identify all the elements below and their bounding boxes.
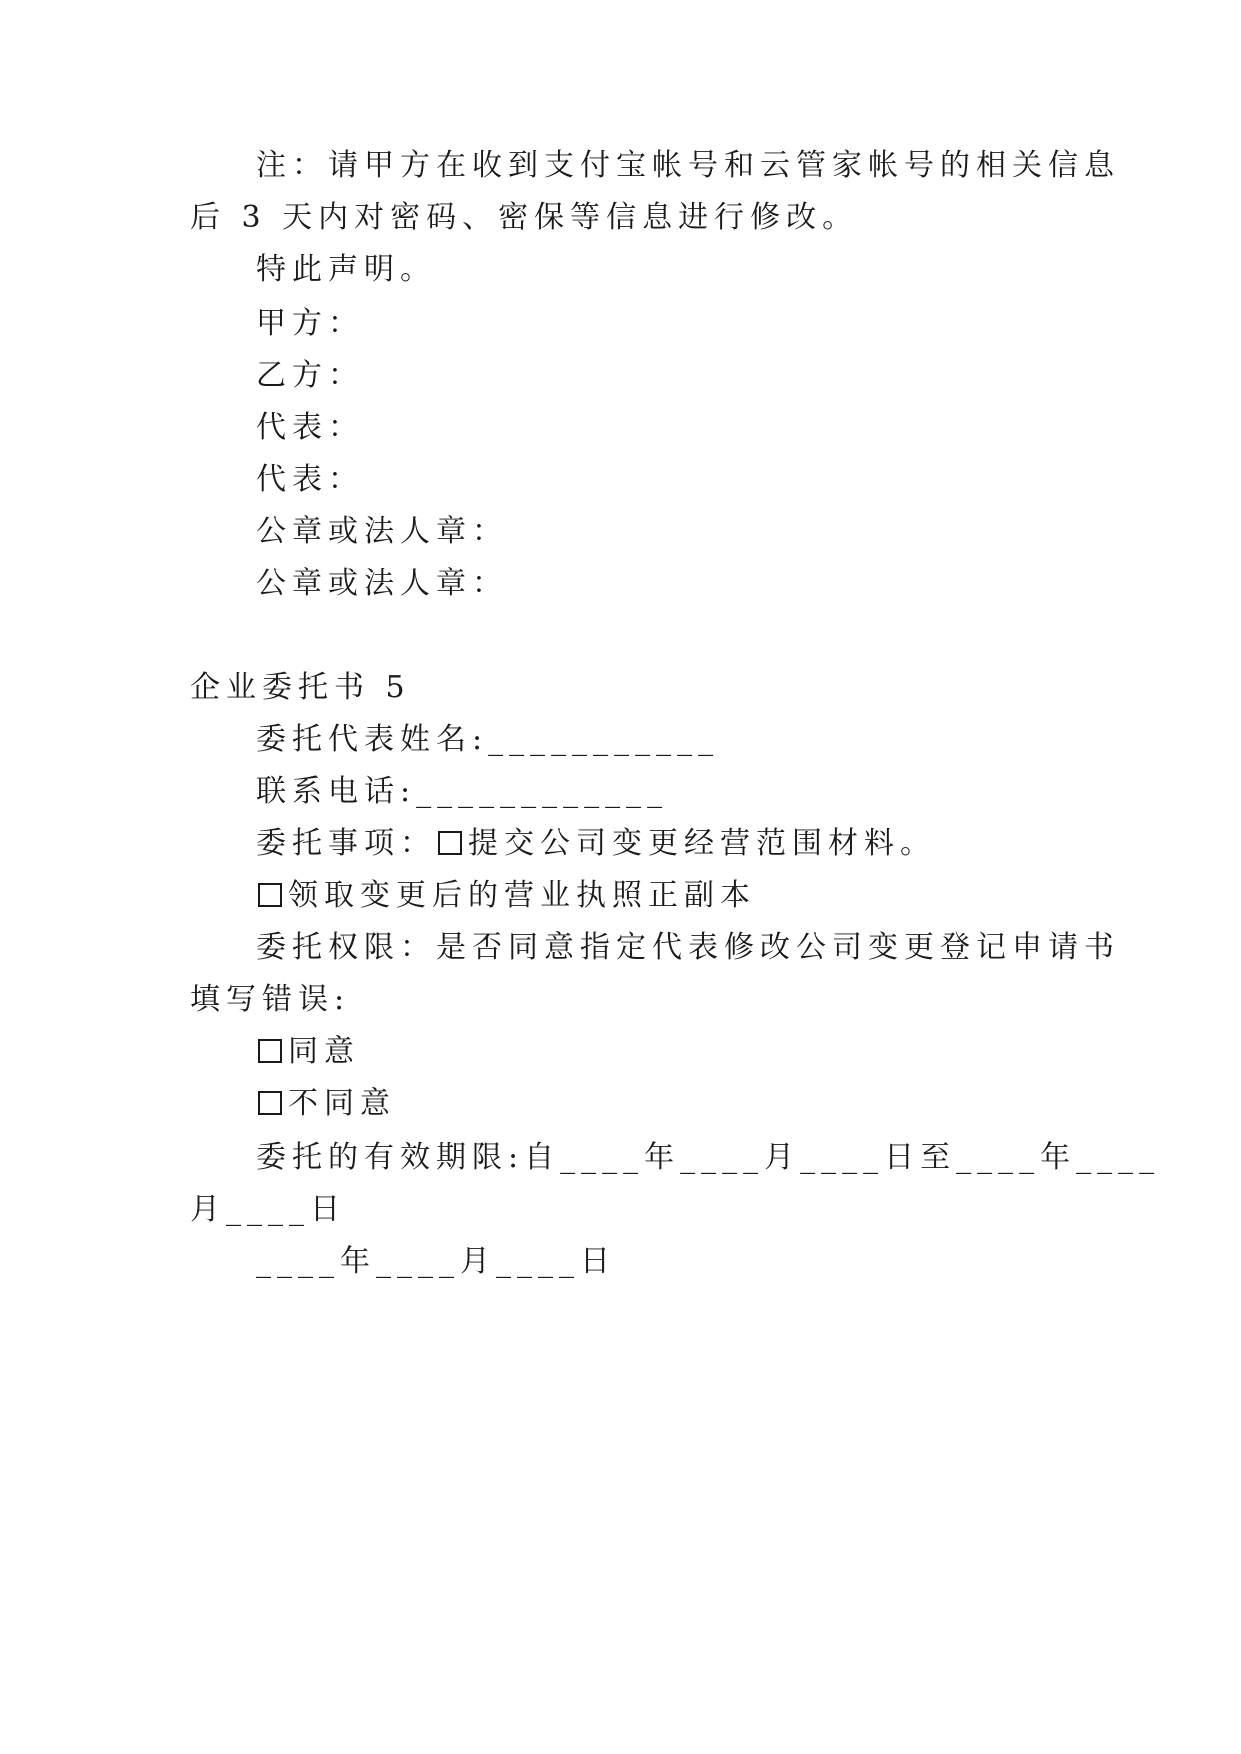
option-agree-label: 同意 — [288, 1034, 360, 1069]
representative-label-1: 代表： — [256, 410, 364, 445]
authority-line-1: 委托权限：是否同意指定代表修改公司变更登记申请书 — [256, 930, 1120, 965]
option-agree — [256, 1032, 360, 1072]
option-disagree — [256, 1084, 396, 1124]
checkbox-icon — [438, 831, 462, 855]
seal-label-2: 公章或法人章： — [256, 566, 508, 601]
validity-line-1: 委托的有效期限:自____年____月____日至____年____ — [256, 1140, 1161, 1175]
section-title: 企业委托书 5 — [190, 670, 411, 705]
rep-name-field: 委托代表姓名:___________ — [256, 722, 720, 757]
representative-label-2: 代表： — [256, 462, 364, 497]
note-line-2: 后 3 天内对密码、密保等信息进行修改。 — [190, 200, 859, 235]
checkbox-icon — [258, 883, 282, 907]
matter-1: 提交公司变更经营范围材料。 — [468, 826, 936, 861]
authority-line-2: 填写错误: — [190, 982, 351, 1017]
party-a-label: 甲方： — [256, 306, 364, 341]
matters-label: 委托事项： — [256, 826, 436, 861]
validity-line-2: 月____日 — [190, 1192, 346, 1227]
matter-2: 领取变更后的营业执照正副本 — [288, 878, 756, 913]
option-disagree-label: 不同意 — [288, 1086, 396, 1121]
checkbox-icon — [258, 1091, 282, 1115]
matters-row-1 — [256, 824, 936, 864]
party-b-label: 乙方： — [256, 358, 364, 393]
checkbox-icon — [258, 1039, 282, 1063]
phone-field: 联系电话:____________ — [256, 774, 669, 809]
matters-row-2 — [256, 876, 756, 916]
date-line: ____年____月____日 — [256, 1244, 616, 1279]
note-line-1: 注：请甲方在收到支付宝帐号和云管家帐号的相关信息 — [256, 148, 1120, 183]
seal-label-1: 公章或法人章： — [256, 514, 508, 549]
declaration: 特此声明。 — [256, 252, 436, 287]
